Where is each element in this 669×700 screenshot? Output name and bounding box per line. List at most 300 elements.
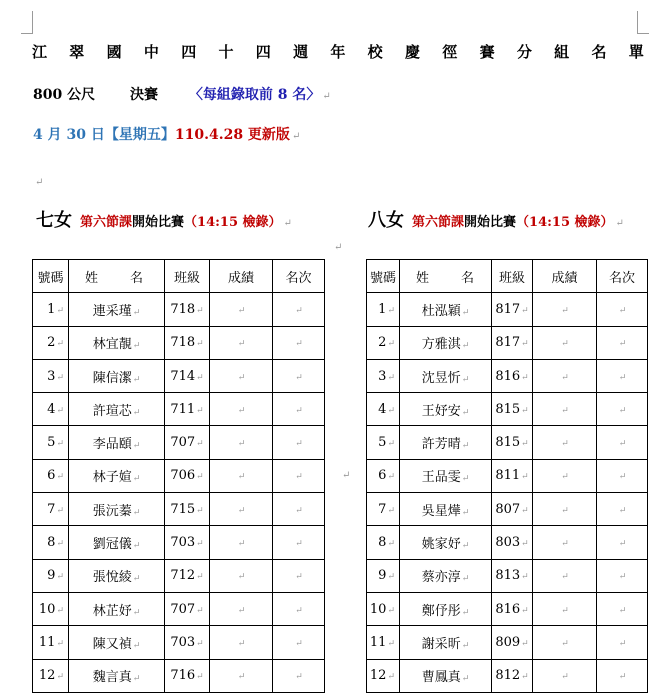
paragraph-mark-icon: ↵ — [196, 305, 204, 316]
paragraph-mark-icon: ↵ — [56, 638, 64, 649]
paragraph-mark-icon: ↵ — [521, 405, 529, 416]
cell-number: 2↵ — [33, 326, 69, 359]
cell-rank — [597, 592, 648, 625]
cell-name: 王妤安↵ — [400, 393, 492, 426]
cell-score — [533, 626, 597, 659]
table-row — [367, 659, 648, 692]
paragraph-mark-icon: ↵ — [461, 307, 470, 318]
cell-name: 劉冠儀↵ — [69, 526, 165, 559]
title-char: 名 — [591, 43, 607, 61]
cell-score — [210, 526, 273, 559]
paragraph-mark-icon: ↵ — [35, 177, 44, 188]
cell-number: 3↵ — [33, 359, 69, 392]
paragraph-mark-icon: ↵ — [521, 638, 529, 649]
cell-rank — [273, 359, 325, 392]
table-row — [33, 293, 325, 326]
table-row — [367, 526, 648, 559]
cell-number: 12↵ — [367, 659, 400, 692]
table-row — [33, 659, 325, 692]
paragraph-mark-icon: ↵ — [196, 672, 204, 683]
paragraph-mark-icon: ↵ — [461, 541, 470, 552]
paragraph-mark-icon: ↵ — [461, 474, 470, 485]
title-char: 四 — [255, 43, 271, 61]
cell-score — [210, 659, 273, 692]
paragraph-mark-icon: ↵ — [561, 638, 569, 649]
paragraph-mark-icon: ↵ — [196, 472, 204, 483]
table-row — [367, 592, 648, 625]
paragraph-mark-icon: ↵ — [618, 572, 627, 583]
paragraph-mark-icon: ↵ — [295, 638, 303, 649]
cell-class: 816↵ — [492, 359, 533, 392]
paragraph-mark-icon: ↵ — [461, 640, 470, 651]
paragraph-mark-icon: ↵ — [561, 439, 569, 450]
paragraph-mark-icon: ↵ — [618, 472, 627, 483]
cell-rank — [597, 559, 648, 592]
cell-name: 鄭伃彤↵ — [400, 592, 492, 625]
paragraph-mark-icon: ↵ — [387, 405, 395, 416]
group-period: 第六節課 — [80, 215, 133, 230]
title-char: 校 — [367, 43, 383, 61]
paragraph-mark-icon: ↵ — [237, 505, 246, 516]
paragraph-mark-icon: ↵ — [295, 672, 303, 683]
paragraph-mark-icon: ↵ — [132, 640, 141, 651]
title-char: 分 — [516, 43, 532, 61]
cell-number: 8↵ — [33, 526, 69, 559]
cell-score — [533, 526, 597, 559]
paragraph-mark-icon: ↵ — [132, 474, 141, 485]
paragraph-mark-icon: ↵ — [237, 372, 246, 383]
paragraph-mark-icon: ↵ — [461, 574, 470, 585]
table-header-row — [33, 260, 325, 293]
title-char: 賽 — [479, 43, 495, 61]
cell-name: 李品頤↵ — [69, 426, 165, 459]
paragraph-mark-icon: ↵ — [387, 572, 395, 583]
group-heading-grade8 — [368, 206, 624, 232]
paragraph-mark-icon: ↵ — [132, 574, 141, 585]
cell-score — [210, 626, 273, 659]
cell-score — [533, 293, 597, 326]
title-char: 年 — [330, 43, 346, 61]
group-start: 開始比賽 — [464, 215, 517, 230]
paragraph-mark-icon: ↵ — [387, 605, 395, 616]
table-row — [367, 559, 648, 592]
cell-score — [210, 293, 273, 326]
paragraph-mark-icon: ↵ — [56, 339, 64, 350]
cell-number: 5↵ — [33, 426, 69, 459]
paragraph-mark-icon: ↵ — [237, 572, 246, 583]
paragraph-mark-icon: ↵ — [295, 605, 303, 616]
cell-number: 1↵ — [367, 293, 400, 326]
cell-score — [210, 426, 273, 459]
header-class: 班級 — [165, 260, 210, 293]
paragraph-mark-icon: ↵ — [196, 505, 204, 516]
cell-class: 707↵ — [165, 426, 210, 459]
header-score: 成績 — [210, 260, 273, 293]
paragraph-mark-icon: ↵ — [196, 605, 204, 616]
paragraph-mark-icon: ↵ — [56, 605, 64, 616]
cell-number: 3↵ — [367, 359, 400, 392]
paragraph-mark-icon: ↵ — [237, 605, 246, 616]
header-number: 號碼 — [367, 260, 400, 293]
paragraph-mark-icon: ↵ — [283, 218, 292, 229]
cell-class: 817↵ — [492, 293, 533, 326]
cell-rank — [597, 659, 648, 692]
cell-name: 吳星燁↵ — [400, 493, 492, 526]
title-char: 四 — [181, 43, 197, 61]
title-char: 中 — [143, 43, 159, 61]
table-row — [33, 426, 325, 459]
table-row — [33, 459, 325, 492]
paragraph-mark-icon: ↵ — [342, 470, 351, 481]
table-row — [33, 493, 325, 526]
paragraph-mark-icon: ↵ — [561, 405, 569, 416]
paragraph-mark-icon: ↵ — [56, 472, 64, 483]
cell-score — [533, 393, 597, 426]
paragraph-mark-icon: ↵ — [295, 539, 303, 550]
cell-name: 謝采昕↵ — [400, 626, 492, 659]
paragraph-mark-icon: ↵ — [561, 672, 569, 683]
cell-name: 曹鳳真↵ — [400, 659, 492, 692]
cell-number: 4↵ — [33, 393, 69, 426]
cell-class: 703↵ — [165, 626, 210, 659]
cell-class: 716↵ — [165, 659, 210, 692]
paragraph-mark-icon: ↵ — [132, 374, 141, 385]
paragraph-mark-icon: ↵ — [387, 672, 395, 683]
cell-number: 4↵ — [367, 393, 400, 426]
cell-class: 816↵ — [492, 592, 533, 625]
cell-score — [533, 592, 597, 625]
cell-number: 2↵ — [367, 326, 400, 359]
table-row — [367, 359, 648, 392]
table-row — [33, 326, 325, 359]
paragraph-mark-icon: ↵ — [461, 407, 470, 418]
cell-name: 蔡亦淳↵ — [400, 559, 492, 592]
table-row — [33, 626, 325, 659]
date-line — [33, 124, 300, 144]
paragraph-mark-icon: ↵ — [132, 307, 141, 318]
paragraph-mark-icon: ↵ — [618, 539, 627, 550]
paragraph-mark-icon: ↵ — [461, 507, 470, 518]
cell-rank — [273, 426, 325, 459]
cell-class: 815↵ — [492, 426, 533, 459]
cell-rank — [273, 393, 325, 426]
cell-score — [210, 359, 273, 392]
paragraph-mark-icon: ↵ — [521, 339, 529, 350]
cell-class: 718↵ — [165, 326, 210, 359]
cell-name: 陳又禎↵ — [69, 626, 165, 659]
title-char: 慶 — [404, 43, 420, 61]
cell-rank — [273, 626, 325, 659]
paragraph-mark-icon: ↵ — [618, 605, 627, 616]
cell-class: 817↵ — [492, 326, 533, 359]
paragraph-mark-icon: ↵ — [132, 507, 141, 518]
cell-name: 沈昱忻↵ — [400, 359, 492, 392]
title-char: 週 — [293, 43, 309, 61]
cell-rank — [273, 493, 325, 526]
table-row — [367, 493, 648, 526]
paragraph-mark-icon: ↵ — [196, 339, 204, 350]
empty-paragraph — [33, 170, 43, 189]
paragraph-mark-icon: ↵ — [56, 572, 64, 583]
table-row — [33, 592, 325, 625]
paragraph-mark-icon: ↵ — [461, 607, 470, 618]
cell-score — [533, 659, 597, 692]
cell-name: 林宜靚↵ — [69, 326, 165, 359]
cell-rank — [273, 559, 325, 592]
cell-score — [533, 326, 597, 359]
paragraph-mark-icon: ↵ — [196, 439, 204, 450]
cell-rank — [273, 326, 325, 359]
paragraph-mark-icon: ↵ — [618, 305, 627, 316]
cell-class: 703↵ — [165, 526, 210, 559]
cell-rank — [273, 459, 325, 492]
paragraph-mark-icon: ↵ — [561, 572, 569, 583]
paragraph-mark-icon: ↵ — [521, 605, 529, 616]
cell-name: 姚家妤↵ — [400, 526, 492, 559]
paragraph-mark-icon: ↵ — [561, 505, 569, 516]
cell-name: 林子媗↵ — [69, 459, 165, 492]
cell-number: 6↵ — [33, 459, 69, 492]
title-char: 翠 — [69, 43, 85, 61]
paragraph-mark-icon: ↵ — [132, 607, 141, 618]
paragraph-mark-icon: ↵ — [56, 505, 64, 516]
cell-number: 12↵ — [33, 659, 69, 692]
cell-rank — [273, 526, 325, 559]
paragraph-mark-icon: ↵ — [56, 372, 64, 383]
group-start: 開始比賽 — [132, 215, 185, 230]
page-margin-corner-right — [637, 11, 649, 34]
cell-class: 807↵ — [492, 493, 533, 526]
results-table-grade8 — [366, 259, 648, 693]
cell-score — [533, 559, 597, 592]
table-row — [33, 393, 325, 426]
paragraph-mark-icon: ↵ — [132, 407, 141, 418]
paragraph-mark-icon: ↵ — [521, 572, 529, 583]
cell-class: 813↵ — [492, 559, 533, 592]
cell-rank — [273, 592, 325, 625]
cell-class: 815↵ — [492, 393, 533, 426]
cell-number: 9↵ — [33, 559, 69, 592]
cell-class: 715↵ — [165, 493, 210, 526]
cell-name: 林芷妤↵ — [69, 592, 165, 625]
table-row — [367, 626, 648, 659]
cell-class: 707↵ — [165, 592, 210, 625]
cell-number: 8↵ — [367, 526, 400, 559]
group-time: （14:15 檢錄） — [516, 215, 614, 230]
paragraph-mark-icon: ↵ — [387, 505, 395, 516]
paragraph-mark-icon: ↵ — [56, 672, 64, 683]
paragraph-mark-icon: ↵ — [196, 572, 204, 583]
paragraph-mark-icon: ↵ — [618, 339, 627, 350]
paragraph-mark-icon: ↵ — [461, 374, 470, 385]
cell-score — [210, 326, 273, 359]
cell-score — [533, 359, 597, 392]
paragraph-mark-icon: ↵ — [295, 405, 303, 416]
cell-class: 718↵ — [165, 293, 210, 326]
paragraph-mark-icon: ↵ — [521, 472, 529, 483]
paragraph-mark-icon: ↵ — [387, 372, 395, 383]
paragraph-mark-icon: ↵ — [295, 505, 303, 516]
title-char: 江 — [32, 43, 48, 61]
paragraph-mark-icon: ↵ — [132, 341, 141, 352]
cell-name: 許芳晴↵ — [400, 426, 492, 459]
paragraph-mark-icon: ↵ — [196, 372, 204, 383]
title-char: 十 — [218, 43, 234, 61]
cell-rank — [273, 659, 325, 692]
cell-rank — [597, 359, 648, 392]
cell-class: 809↵ — [492, 626, 533, 659]
paragraph-mark-icon: ↵ — [196, 638, 204, 649]
cell-number: 10↵ — [367, 592, 400, 625]
cell-rank — [597, 626, 648, 659]
event-stage: 決賽 — [129, 87, 158, 103]
title-char: 組 — [554, 43, 570, 61]
paragraph-mark-icon: ↵ — [461, 674, 470, 685]
paragraph-mark-icon: ↵ — [196, 539, 204, 550]
paragraph-mark-icon: ↵ — [387, 638, 395, 649]
cell-name: 連采瑾↵ — [69, 293, 165, 326]
paragraph-mark-icon: ↵ — [561, 605, 569, 616]
cell-number: 1↵ — [33, 293, 69, 326]
cell-score — [533, 459, 597, 492]
cell-number: 7↵ — [367, 493, 400, 526]
paragraph-mark-icon: ↵ — [521, 505, 529, 516]
paragraph-mark-icon: ↵ — [322, 91, 331, 102]
paragraph-mark-icon: ↵ — [561, 372, 569, 383]
group-heading-grade7 — [36, 206, 292, 232]
paragraph-mark-icon: ↵ — [237, 472, 246, 483]
cell-name: 張悅綾↵ — [69, 559, 165, 592]
paragraph-mark-icon: ↵ — [295, 472, 303, 483]
cell-score — [210, 592, 273, 625]
cell-number: 5↵ — [367, 426, 400, 459]
header-number: 號碼 — [33, 260, 69, 293]
cell-name: 方雅淇↵ — [400, 326, 492, 359]
cell-name: 杜泓穎↵ — [400, 293, 492, 326]
cell-score — [210, 559, 273, 592]
paragraph-mark-icon: ↵ — [618, 638, 627, 649]
paragraph-mark-icon: ↵ — [387, 439, 395, 450]
cell-number: 11↵ — [33, 626, 69, 659]
table-row — [367, 426, 648, 459]
cell-number: 9↵ — [367, 559, 400, 592]
paragraph-mark-icon: ↵ — [237, 339, 246, 350]
cell-rank — [597, 393, 648, 426]
paragraph-mark-icon: ↵ — [295, 305, 303, 316]
cell-name: 張沅蓁↵ — [69, 493, 165, 526]
results-table-grade7 — [32, 259, 325, 693]
paragraph-mark-icon: ↵ — [56, 539, 64, 550]
title-char: 單 — [628, 43, 644, 61]
paragraph-mark-icon: ↵ — [295, 339, 303, 350]
paragraph-mark-icon: ↵ — [618, 372, 627, 383]
document-title — [32, 41, 644, 62]
paragraph-mark-icon: ↵ — [237, 638, 246, 649]
paragraph-mark-icon: ↵ — [618, 405, 627, 416]
paragraph-mark-icon: ↵ — [521, 672, 529, 683]
group-period: 第六節課 — [412, 215, 465, 230]
cell-score — [210, 493, 273, 526]
cell-name: 魏言真↵ — [69, 659, 165, 692]
paragraph-mark-icon: ↵ — [295, 572, 303, 583]
paragraph-mark-icon: ↵ — [618, 672, 627, 683]
table-header-row — [367, 260, 648, 293]
paragraph-mark-icon: ↵ — [461, 341, 470, 352]
group-time: （14:15 檢錄） — [184, 215, 282, 230]
paragraph-mark-icon: ↵ — [56, 439, 64, 450]
cell-score — [533, 493, 597, 526]
event-line — [33, 84, 331, 104]
paragraph-mark-icon: ↵ — [615, 218, 624, 229]
paragraph-mark-icon: ↵ — [618, 439, 627, 450]
paragraph-mark-icon: ↵ — [521, 439, 529, 450]
paragraph-mark-icon: ↵ — [237, 672, 246, 683]
paragraph-mark-icon: ↵ — [461, 441, 470, 452]
paragraph-mark-icon: ↵ — [56, 305, 64, 316]
paragraph-mark-icon: ↵ — [618, 505, 627, 516]
cell-score — [210, 393, 273, 426]
header-name: 姓 名 — [400, 260, 492, 293]
cell-class: 803↵ — [492, 526, 533, 559]
paragraph-mark-icon: ↵ — [295, 372, 303, 383]
group-name: 八女 — [368, 210, 404, 231]
paragraph-mark-icon: ↵ — [132, 674, 141, 685]
cell-rank — [597, 293, 648, 326]
cell-number: 6↵ — [367, 459, 400, 492]
paragraph-mark-icon: ↵ — [291, 131, 301, 142]
cell-class: 706↵ — [165, 459, 210, 492]
header-rank: 名次 — [597, 260, 648, 293]
paragraph-mark-icon: ↵ — [387, 305, 395, 316]
header-name: 姓 名 — [69, 260, 165, 293]
table-row — [367, 459, 648, 492]
version-label: 110.4.28 更新版 — [174, 127, 290, 143]
cell-number: 11↵ — [367, 626, 400, 659]
cell-class: 811↵ — [492, 459, 533, 492]
paragraph-mark-icon: ↵ — [334, 242, 343, 253]
paragraph-mark-icon: ↵ — [237, 305, 246, 316]
cell-name: 陳信潔↵ — [69, 359, 165, 392]
cell-rank — [273, 293, 325, 326]
cell-score — [533, 426, 597, 459]
cell-rank — [597, 426, 648, 459]
cell-class: 812↵ — [492, 659, 533, 692]
event-name: 800 公尺 — [33, 87, 96, 103]
header-score: 成績 — [533, 260, 597, 293]
paragraph-mark-icon: ↵ — [237, 439, 246, 450]
paragraph-mark-icon: ↵ — [561, 539, 569, 550]
cell-number: 7↵ — [33, 493, 69, 526]
table-row — [367, 293, 648, 326]
paragraph-mark-icon: ↵ — [56, 405, 64, 416]
paragraph-mark-icon: ↵ — [196, 405, 204, 416]
paragraph-mark-icon: ↵ — [521, 305, 529, 316]
cell-name: 王品雯↵ — [400, 459, 492, 492]
paragraph-mark-icon: ↵ — [237, 405, 246, 416]
title-char: 徑 — [442, 43, 458, 61]
paragraph-mark-icon: ↵ — [561, 472, 569, 483]
paragraph-mark-icon: ↵ — [132, 441, 141, 452]
cell-rank — [597, 459, 648, 492]
paragraph-mark-icon: ↵ — [132, 541, 141, 552]
table-row — [33, 559, 325, 592]
event-date: 4 月 30 日【星期五】 — [33, 127, 175, 143]
paragraph-mark-icon: ↵ — [561, 339, 569, 350]
cell-rank — [597, 493, 648, 526]
cell-number: 10↵ — [33, 592, 69, 625]
header-rank: 名次 — [273, 260, 325, 293]
paragraph-mark-icon: ↵ — [521, 539, 529, 550]
